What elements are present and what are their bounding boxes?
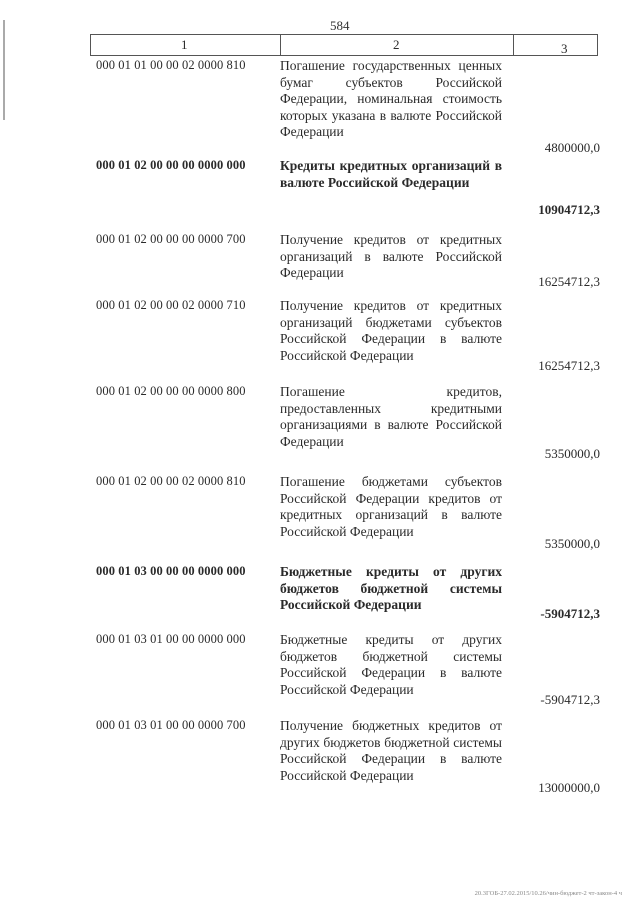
row-description: Получение кредитов от кредитных организаций в валюте Российской Федерации — [280, 232, 502, 280]
row-description: Погашение кредитов, предоставленных кредитными организациями в валюте Российской Федерации — [280, 384, 502, 449]
row-value: 5350000,0 — [544, 536, 600, 551]
row-description: Кредиты кредитных организаций в валюте Российской Федерации — [280, 158, 502, 190]
budget-code: 000 01 02 00 00 00 0000 800 — [96, 384, 246, 398]
budget-code: 000 01 02 00 00 02 0000 710 — [96, 298, 246, 312]
row-value: 16254712,3 — [538, 274, 600, 289]
budget-code: 000 01 02 00 00 02 0000 810 — [96, 474, 246, 488]
row-description: Получение бюджетных кредитов от других бюджетов бюджетной системы Российской Федерации в валюте Российской Федерации — [280, 718, 502, 783]
column-divider — [513, 35, 514, 56]
row-value: 10904712,3 — [538, 202, 600, 217]
row-description: Бюджетные кредиты от других бюджетов бюджетной системы Российской Федерации — [280, 564, 502, 612]
table-header — [90, 34, 598, 56]
budget-code: 000 01 03 01 00 00 0000 000 — [96, 632, 246, 646]
header-col-2: 2 — [393, 37, 400, 52]
row-description: Погашение государственных ценных бумаг субъектов Российской Федерации, номинальная стоимость которых указана в валюте Российской Федерации — [280, 58, 502, 139]
budget-code: 000 01 02 00 00 00 0000 000 — [96, 158, 246, 172]
row-value: 16254712,3 — [538, 358, 600, 373]
row-description: Бюджетные кредиты от других бюджетов бюджетной системы Российской Федерации в валюте Российской Федерации — [280, 632, 502, 697]
row-value: -5904712,3 — [540, 606, 600, 621]
budget-code: 000 01 01 00 00 02 0000 810 — [96, 58, 246, 72]
header-col-3: 3 — [561, 41, 568, 56]
column-divider — [280, 35, 281, 56]
scan-margin-mark — [3, 20, 5, 120]
budget-code: 000 01 03 00 00 00 0000 000 — [96, 564, 246, 578]
row-value: 5350000,0 — [544, 446, 600, 461]
row-value: -5904712,3 — [540, 692, 600, 707]
budget-code: 000 01 02 00 00 00 0000 700 — [96, 232, 246, 246]
page-number: 584 — [330, 18, 350, 33]
budget-code: 000 01 03 01 00 00 0000 700 — [96, 718, 246, 732]
row-description: Получение кредитов от кредитных организаций бюджетами субъектов Российской Федерации в валюте Российской Федерации — [280, 298, 502, 363]
row-description: Погашение бюджетами субъектов Российской Федерации кредитов от кредитных организаций в валюте Российской Федерации — [280, 474, 502, 539]
header-col-1: 1 — [181, 37, 188, 52]
document-footer: 20.3ГОБ-27.02.2015/10.26/чин-бюджет-2 чт-закон-4 ч — [474, 890, 622, 897]
row-value: 13000000,0 — [538, 780, 600, 795]
row-value: 4800000,0 — [544, 140, 600, 155]
